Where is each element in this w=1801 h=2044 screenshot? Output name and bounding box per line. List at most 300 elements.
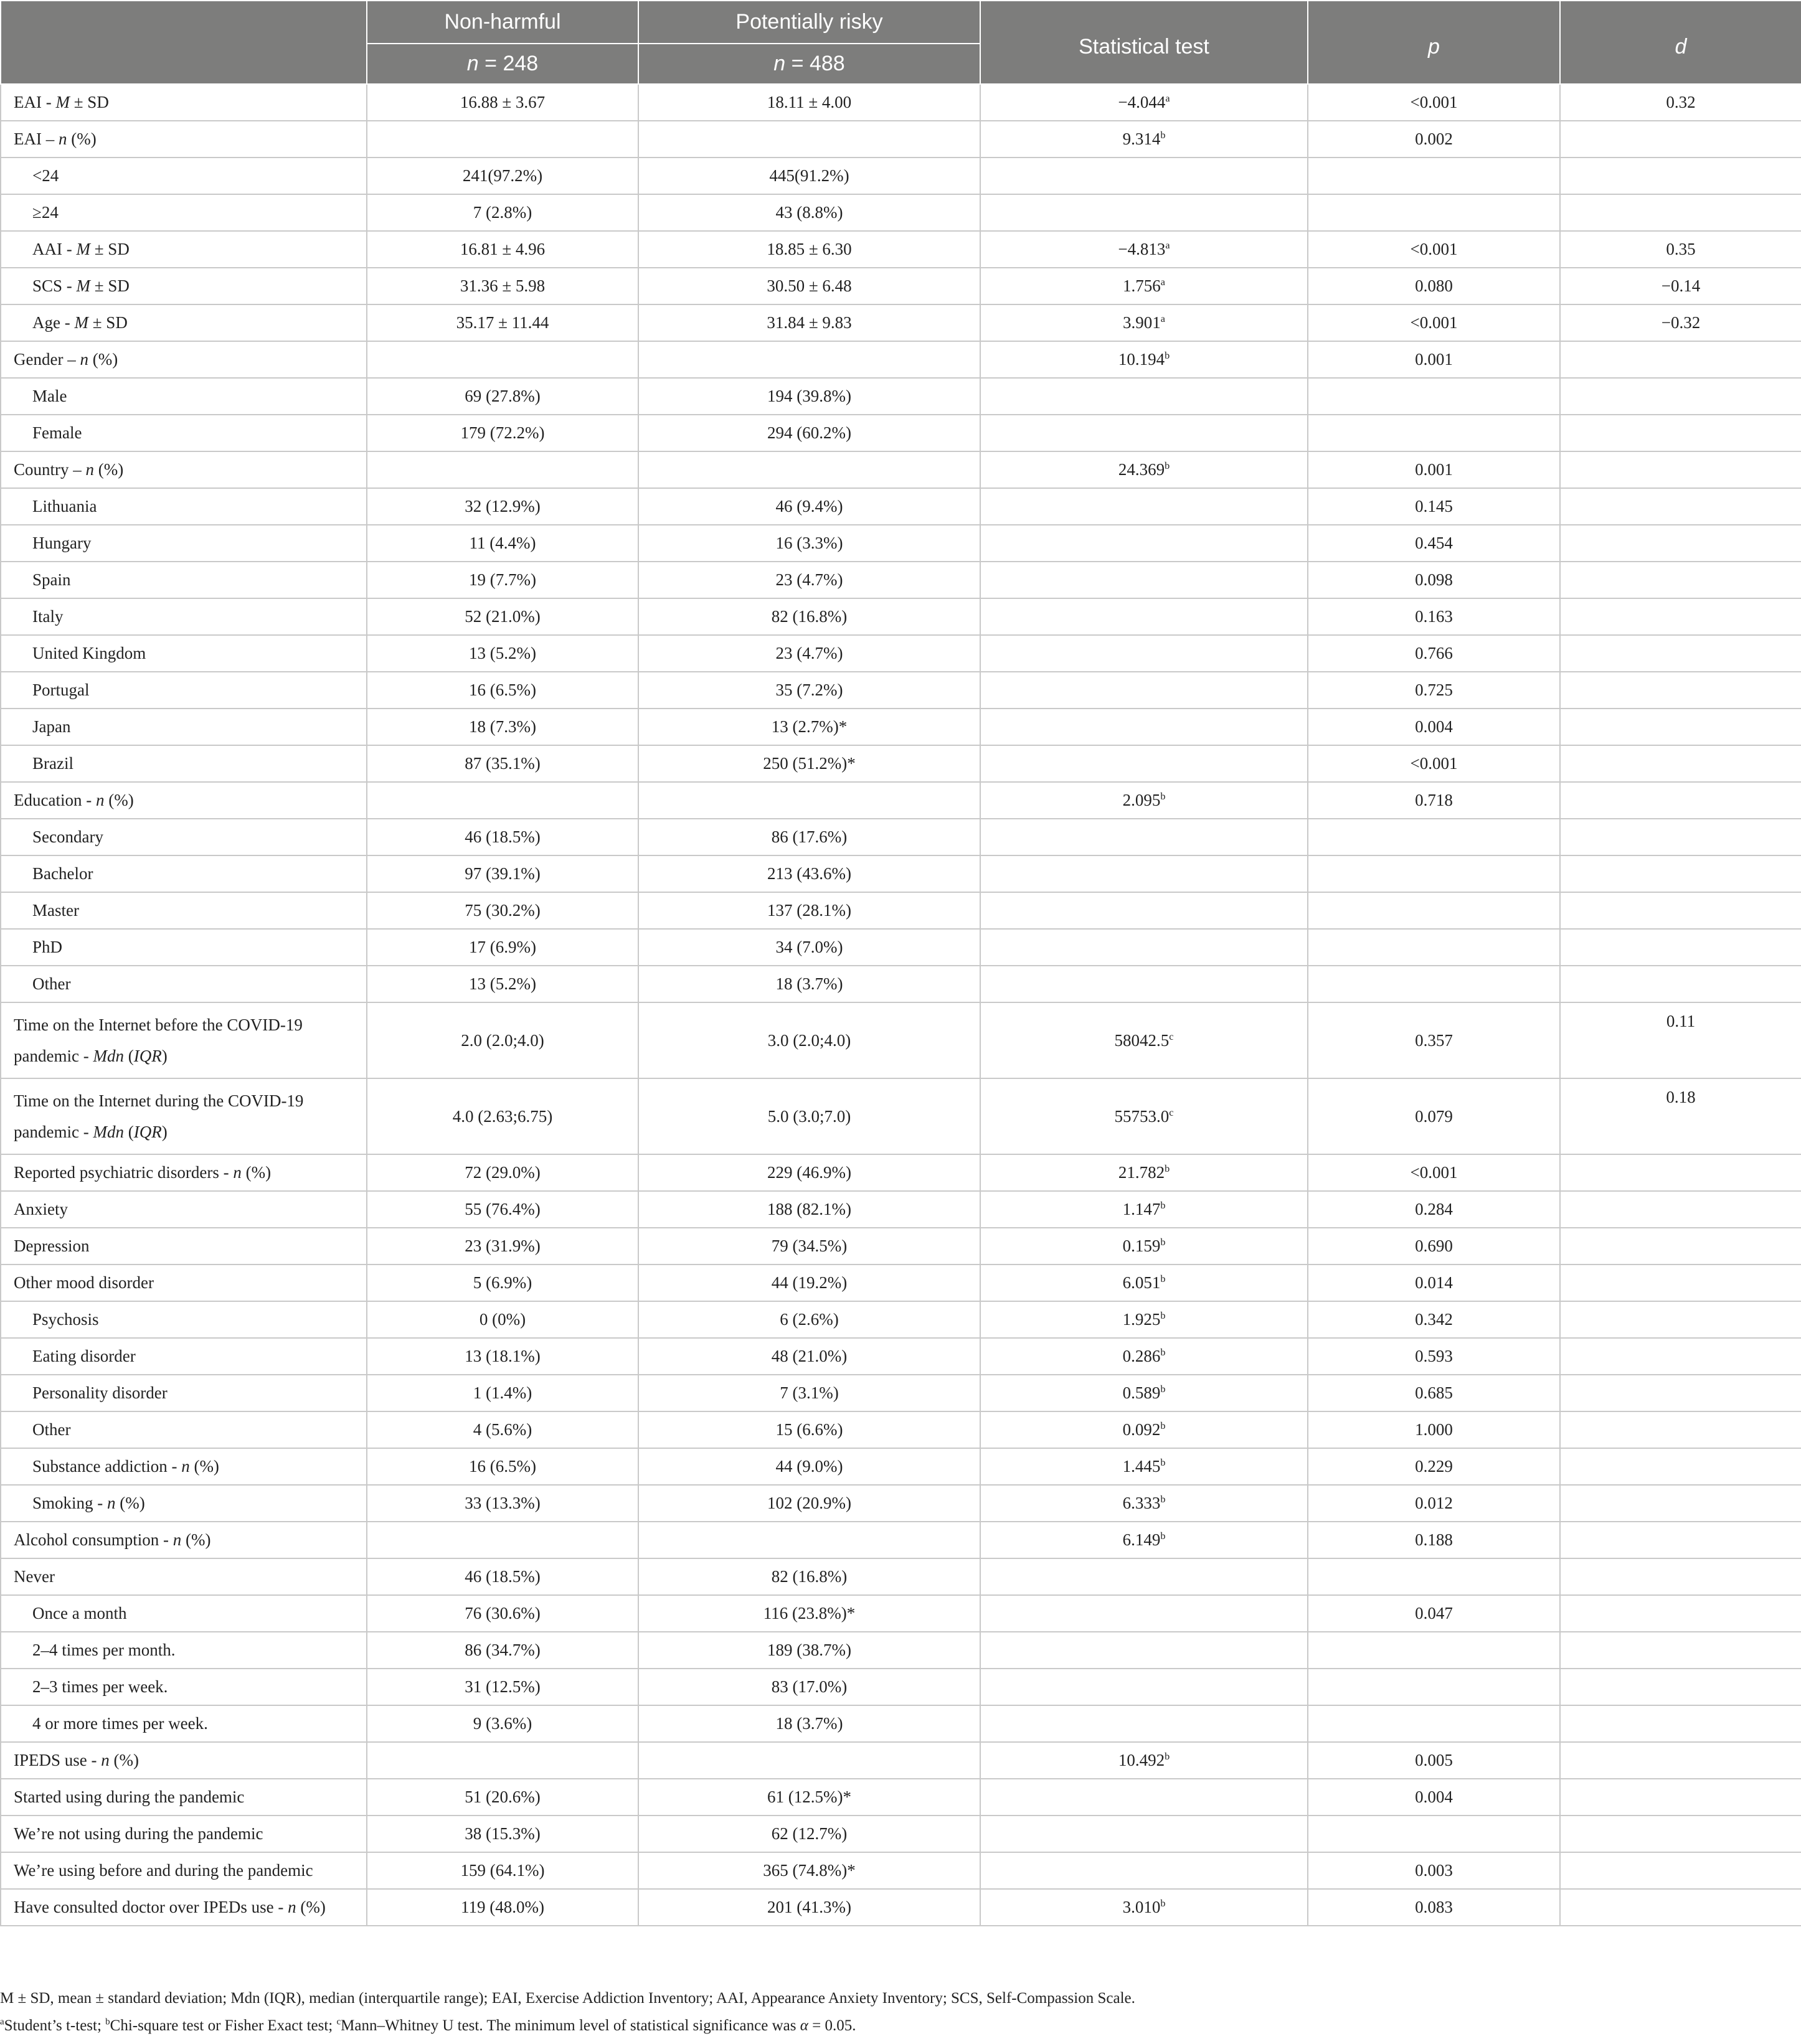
p-value-cell xyxy=(1308,819,1560,855)
header-n-risky xyxy=(638,44,980,84)
row-label-text: AAI - xyxy=(32,240,77,258)
potentially-risky-cell xyxy=(638,84,980,121)
statistical-test-cell-value: 9.314 xyxy=(1122,130,1161,148)
potentially-risky-cell xyxy=(638,782,980,819)
row-label-suffix: ( xyxy=(123,1047,134,1065)
potentially-risky-cell xyxy=(638,415,980,451)
row-label-text: Other mood disorder xyxy=(14,1273,154,1292)
table-row xyxy=(1,1228,1801,1265)
table-row xyxy=(1,378,1801,415)
non-harmful-cell-value: 2.0 (2.0;4.0) xyxy=(461,1030,544,1050)
table-row xyxy=(1,1889,1801,1926)
non-harmful-cell-value: 46 (18.5%) xyxy=(465,1567,541,1586)
test-type-superscript: b xyxy=(1160,1457,1166,1468)
potentially-risky-cell xyxy=(638,855,980,892)
test-type-superscript: b xyxy=(1160,1236,1166,1248)
row-label xyxy=(1,1191,367,1228)
row-label-symbol: M xyxy=(76,276,91,295)
row-label-text: IPEDS use - xyxy=(14,1751,102,1769)
table-row xyxy=(1,1301,1801,1338)
non-harmful-cell xyxy=(367,1448,638,1485)
header-p-label: p xyxy=(1428,34,1440,59)
statistical-test-cell xyxy=(980,672,1308,709)
row-label xyxy=(1,562,367,598)
row-label-symbol: IQR xyxy=(133,1047,162,1065)
non-harmful-cell xyxy=(367,562,638,598)
row-label-text: Bachelor xyxy=(32,864,93,883)
table-row xyxy=(1,709,1801,745)
non-harmful-cell xyxy=(367,1558,638,1595)
potentially-risky-cell xyxy=(638,1705,980,1742)
header-p xyxy=(1308,1,1560,84)
row-label-text: We’re not using during the pandemic xyxy=(14,1824,263,1843)
test-type-superscript: b xyxy=(1160,1494,1166,1505)
potentially-risky-cell xyxy=(638,525,980,562)
p-value-cell-value: 0.229 xyxy=(1415,1457,1453,1476)
statistical-test-cell xyxy=(980,525,1308,562)
p-value-cell xyxy=(1308,1301,1560,1338)
row-label-suffix: ± SD xyxy=(90,240,130,258)
row-label-text: 2–4 times per month. xyxy=(32,1641,176,1659)
non-harmful-cell xyxy=(367,268,638,304)
non-harmful-cell xyxy=(367,1228,638,1265)
row-label xyxy=(1,1632,367,1669)
potentially-risky-cell xyxy=(638,562,980,598)
row-label-text: Anxiety xyxy=(14,1200,68,1218)
potentially-risky-cell xyxy=(638,966,980,1002)
table-row xyxy=(1,525,1801,562)
non-harmful-cell xyxy=(367,1889,638,1926)
potentially-risky-cell-value: 44 (9.0%) xyxy=(775,1457,843,1476)
p-value-cell xyxy=(1308,488,1560,525)
footnote-sup-c: c xyxy=(336,2017,341,2027)
potentially-risky-cell xyxy=(638,378,980,415)
test-type-superscript: b xyxy=(1165,1751,1170,1762)
non-harmful-cell xyxy=(367,451,638,488)
row-label-symbol: n xyxy=(80,350,88,369)
non-harmful-cell xyxy=(367,855,638,892)
p-value-cell xyxy=(1308,1078,1560,1154)
statistical-test-cell xyxy=(980,268,1308,304)
statistical-test-cell xyxy=(980,341,1308,378)
effect-size-cell xyxy=(1560,1411,1801,1448)
non-harmful-cell-value: 23 (31.9%) xyxy=(465,1236,541,1255)
statistical-test-cell xyxy=(980,1375,1308,1411)
effect-size-cell xyxy=(1560,1669,1801,1705)
potentially-risky-cell-value: 188 (82.1%) xyxy=(767,1200,851,1218)
potentially-risky-cell-value: 6 (2.6%) xyxy=(780,1310,839,1329)
table-row xyxy=(1,892,1801,929)
non-harmful-cell-value: 13 (5.2%) xyxy=(469,644,536,662)
effect-size-cell-value: 0.18 xyxy=(1666,1088,1696,1106)
p-value-cell xyxy=(1308,1889,1560,1926)
potentially-risky-cell-value: 48 (21.0%) xyxy=(771,1347,848,1365)
potentially-risky-cell-value: 294 (60.2%) xyxy=(767,423,851,442)
row-label-suffix: ± SD xyxy=(69,93,109,111)
p-value-cell xyxy=(1308,966,1560,1002)
statistical-test-cell-value: 1.756 xyxy=(1123,276,1161,295)
statistical-test-cell xyxy=(980,1411,1308,1448)
row-label xyxy=(1,341,367,378)
non-harmful-cell-value: 4.0 (2.63;6.75) xyxy=(452,1106,553,1126)
non-harmful-cell-value: 46 (18.5%) xyxy=(465,827,541,846)
non-harmful-cell xyxy=(367,525,638,562)
p-value-cell xyxy=(1308,84,1560,121)
table-row xyxy=(1,1522,1801,1558)
non-harmful-cell xyxy=(367,121,638,158)
p-value-cell-value: 0.079 xyxy=(1415,1106,1453,1126)
non-harmful-cell-value: 159 (64.1%) xyxy=(460,1861,545,1880)
potentially-risky-cell xyxy=(638,1228,980,1265)
row-label xyxy=(1,415,367,451)
effect-size-cell xyxy=(1560,1889,1801,1926)
non-harmful-cell-value: 13 (18.1%) xyxy=(465,1347,541,1365)
header-d xyxy=(1560,1,1801,84)
row-label xyxy=(1,1779,367,1816)
p-value-cell xyxy=(1308,929,1560,966)
row-label-suffix: (%) xyxy=(104,791,134,809)
test-type-superscript: a xyxy=(1160,276,1165,288)
row-label-text: Spain xyxy=(32,570,71,589)
statistical-test-cell-value: 1.925 xyxy=(1122,1310,1161,1329)
row-label-text: Master xyxy=(32,901,79,920)
row-label xyxy=(1,1522,367,1558)
potentially-risky-cell xyxy=(638,929,980,966)
effect-size-cell xyxy=(1560,231,1801,268)
potentially-risky-cell-value: 18.11 ± 4.00 xyxy=(767,93,852,111)
row-label-suffix: ± SD xyxy=(88,313,128,332)
test-type-superscript: c xyxy=(1169,1106,1174,1118)
row-label xyxy=(1,1485,367,1522)
effect-size-cell xyxy=(1560,598,1801,635)
test-type-superscript: b xyxy=(1165,1163,1170,1174)
p-value-cell xyxy=(1308,1632,1560,1669)
row-label-text: Japan xyxy=(32,717,71,736)
statistical-test-cell xyxy=(980,84,1308,121)
effect-size-cell xyxy=(1560,1779,1801,1816)
row-label xyxy=(1,488,367,525)
row-label-text: Alcohol consumption - xyxy=(14,1530,173,1549)
statistical-test-cell xyxy=(980,1154,1308,1191)
p-value-cell-value: <0.001 xyxy=(1410,1163,1458,1182)
non-harmful-cell xyxy=(367,782,638,819)
row-label-text: Italy xyxy=(32,607,64,626)
row-label xyxy=(1,966,367,1002)
test-type-superscript: a xyxy=(1165,240,1170,251)
table-row xyxy=(1,819,1801,855)
row-label xyxy=(1,598,367,635)
row-label xyxy=(1,1448,367,1485)
statistical-test-cell xyxy=(980,1742,1308,1779)
statistical-test-cell xyxy=(980,1632,1308,1669)
potentially-risky-cell-value: 16 (3.3%) xyxy=(775,534,843,552)
p-value-cell xyxy=(1308,562,1560,598)
statistical-test-cell-value: 24.369 xyxy=(1118,460,1165,479)
potentially-risky-cell xyxy=(638,1078,980,1154)
potentially-risky-cell xyxy=(638,1522,980,1558)
row-label-suffix: (%) xyxy=(115,1494,145,1512)
potentially-risky-cell-value: 7 (3.1%) xyxy=(780,1383,839,1402)
p-value-cell-value: 0.083 xyxy=(1415,1898,1453,1916)
non-harmful-cell-value: 97 (39.1%) xyxy=(465,864,541,883)
non-harmful-cell xyxy=(367,1002,638,1078)
table-row xyxy=(1,966,1801,1002)
potentially-risky-cell-value: 365 (74.8%)* xyxy=(763,1861,856,1880)
test-type-superscript: a xyxy=(1165,93,1170,104)
test-type-superscript: b xyxy=(1160,1273,1166,1284)
potentially-risky-cell xyxy=(638,121,980,158)
footnote-end-text: = 0.05. xyxy=(808,2017,856,2034)
row-label xyxy=(1,304,367,341)
p-value-cell xyxy=(1308,635,1560,672)
table-row xyxy=(1,1742,1801,1779)
p-value-cell xyxy=(1308,782,1560,819)
row-label xyxy=(1,1889,367,1926)
non-harmful-cell xyxy=(367,1485,638,1522)
p-value-cell xyxy=(1308,1338,1560,1375)
potentially-risky-cell-value: 102 (20.9%) xyxy=(767,1494,851,1512)
non-harmful-cell-value: 55 (76.4%) xyxy=(465,1200,541,1218)
non-harmful-cell xyxy=(367,1301,638,1338)
row-label-symbol: n xyxy=(107,1494,116,1512)
effect-size-cell xyxy=(1560,1485,1801,1522)
potentially-risky-cell xyxy=(638,268,980,304)
potentially-risky-cell-value: 5.0 (3.0;7.0) xyxy=(767,1106,851,1126)
non-harmful-cell xyxy=(367,1705,638,1742)
row-label-suffix: (%) xyxy=(67,130,97,148)
table-row xyxy=(1,1669,1801,1705)
row-label-text: Other xyxy=(32,1420,71,1439)
footnote-abbreviations-text: M ± SD, mean ± standard deviation; Mdn (IQR), median (interquartile range); EAI, Exercise Addiction Inventory; AAI, Appearance Anxiety Inventory; SCS, Self-Compassion Scale. xyxy=(0,1990,1135,2007)
header-blank-cell xyxy=(1,1,367,84)
p-value-cell-value: 0.454 xyxy=(1415,534,1453,552)
statistical-test-cell xyxy=(980,1448,1308,1485)
non-harmful-cell-value: 35.17 ± 11.44 xyxy=(456,313,549,332)
statistical-test-cell xyxy=(980,304,1308,341)
non-harmful-cell xyxy=(367,929,638,966)
p-value-cell xyxy=(1308,1595,1560,1632)
p-value-cell xyxy=(1308,1852,1560,1889)
effect-size-cell-value: −0.14 xyxy=(1661,276,1701,295)
table-row xyxy=(1,782,1801,819)
row-label xyxy=(1,231,367,268)
statistical-test-cell-value: 55753.0 xyxy=(1114,1106,1170,1126)
potentially-risky-cell-value: 189 (38.7%) xyxy=(767,1641,851,1659)
statistical-test-cell xyxy=(980,1078,1308,1154)
header-row xyxy=(1,1,1801,44)
row-label xyxy=(1,1852,367,1889)
p-value-cell-value: 0.188 xyxy=(1415,1530,1453,1549)
non-harmful-cell xyxy=(367,1632,638,1669)
table-row xyxy=(1,194,1801,231)
test-type-superscript: b xyxy=(1160,1310,1166,1321)
row-label-symbol: n xyxy=(85,460,95,479)
statistical-test-cell-value: 0.589 xyxy=(1122,1383,1161,1402)
statistical-test-cell xyxy=(980,1002,1308,1078)
test-type-superscript: b xyxy=(1160,1200,1166,1211)
row-label xyxy=(1,1154,367,1191)
non-harmful-cell-value: 33 (13.3%) xyxy=(465,1494,541,1512)
table-row xyxy=(1,304,1801,341)
statistical-test-cell xyxy=(980,1485,1308,1522)
footnote-c-text: Mann–Whitney U test. The minimum level of statistical significance was xyxy=(341,2017,800,2034)
table-row xyxy=(1,231,1801,268)
statistical-test-cell xyxy=(980,1669,1308,1705)
table-row xyxy=(1,562,1801,598)
effect-size-cell xyxy=(1560,1078,1801,1154)
non-harmful-cell xyxy=(367,1265,638,1301)
table-body xyxy=(1,84,1801,1926)
row-label xyxy=(1,1558,367,1595)
potentially-risky-cell xyxy=(638,1742,980,1779)
n-symbol: n xyxy=(466,52,479,75)
statistical-test-cell-value: 0.159 xyxy=(1122,1236,1161,1255)
p-value-cell-value: 0.002 xyxy=(1415,130,1453,148)
potentially-risky-cell-value: 229 (46.9%) xyxy=(767,1163,851,1182)
row-label-symbol: Mdn xyxy=(93,1123,124,1141)
table-row xyxy=(1,1002,1801,1078)
statistical-test-cell-value: 6.333 xyxy=(1122,1494,1161,1512)
test-type-superscript: b xyxy=(1160,1898,1166,1909)
row-label-text: We’re using before and during the pandemic xyxy=(14,1861,313,1880)
non-harmful-cell-value: 5 (6.9%) xyxy=(473,1273,532,1292)
non-harmful-cell xyxy=(367,1742,638,1779)
table-row xyxy=(1,1375,1801,1411)
footnote-tests xyxy=(0,2017,856,2035)
row-label xyxy=(1,84,367,121)
test-type-superscript: b xyxy=(1165,460,1170,471)
non-harmful-cell xyxy=(367,341,638,378)
effect-size-cell xyxy=(1560,709,1801,745)
statistical-test-cell xyxy=(980,1595,1308,1632)
p-value-cell xyxy=(1308,158,1560,194)
table-row xyxy=(1,1779,1801,1816)
statistical-test-cell xyxy=(980,158,1308,194)
row-label-symbol: n xyxy=(288,1898,296,1916)
row-label xyxy=(1,1078,367,1154)
p-value-cell-value: 0.047 xyxy=(1415,1604,1453,1622)
row-label xyxy=(1,1265,367,1301)
p-value-cell xyxy=(1308,415,1560,451)
row-label-text: 2–3 times per week. xyxy=(32,1677,168,1696)
row-label-text: Smoking - xyxy=(32,1494,108,1512)
row-label xyxy=(1,194,367,231)
non-harmful-cell-value: 31.36 ± 5.98 xyxy=(460,276,546,295)
statistical-test-cell-value: 58042.5 xyxy=(1114,1030,1170,1050)
effect-size-cell xyxy=(1560,1742,1801,1779)
effect-size-cell xyxy=(1560,562,1801,598)
potentially-risky-cell xyxy=(638,1265,980,1301)
table-row xyxy=(1,1265,1801,1301)
row-label-suffix: ± SD xyxy=(90,276,130,295)
statistical-test-cell-value: 1.147 xyxy=(1122,1200,1161,1218)
non-harmful-cell xyxy=(367,1375,638,1411)
p-value-cell xyxy=(1308,1448,1560,1485)
row-label-text: Have consulted doctor over IPEDs use - xyxy=(14,1898,288,1916)
p-value-cell xyxy=(1308,892,1560,929)
non-harmful-cell-value: 17 (6.9%) xyxy=(469,938,536,956)
potentially-risky-cell xyxy=(638,1191,980,1228)
potentially-risky-cell-value: 86 (17.6%) xyxy=(771,827,848,846)
statistical-test-cell-value: 21.782 xyxy=(1118,1163,1165,1182)
statistical-test-cell xyxy=(980,231,1308,268)
statistical-test-cell xyxy=(980,1301,1308,1338)
row-label-text: <24 xyxy=(32,166,59,185)
effect-size-cell xyxy=(1560,341,1801,378)
non-harmful-cell-value: 16 (6.5%) xyxy=(469,1457,536,1476)
potentially-risky-cell xyxy=(638,1852,980,1889)
potentially-risky-cell-value: 62 (12.7%) xyxy=(771,1824,848,1843)
effect-size-cell xyxy=(1560,966,1801,1002)
statistical-test-cell xyxy=(980,1191,1308,1228)
statistical-test-cell xyxy=(980,892,1308,929)
potentially-risky-cell-value: 43 (8.8%) xyxy=(775,203,843,222)
non-harmful-cell-value: 75 (30.2%) xyxy=(465,901,541,920)
p-value-cell-value: 0.593 xyxy=(1415,1347,1453,1365)
p-value-cell xyxy=(1308,598,1560,635)
table-row xyxy=(1,1191,1801,1228)
p-value-cell xyxy=(1308,1191,1560,1228)
row-label xyxy=(1,709,367,745)
statistical-test-cell-value: −4.813 xyxy=(1118,240,1166,258)
row-label-symbol: M xyxy=(76,240,90,258)
non-harmful-cell xyxy=(367,1191,638,1228)
table-row xyxy=(1,158,1801,194)
non-harmful-cell xyxy=(367,635,638,672)
header-potentially-risky: Potentially risky xyxy=(638,1,980,44)
potentially-risky-cell xyxy=(638,635,980,672)
statistical-test-cell xyxy=(980,562,1308,598)
p-value-cell xyxy=(1308,1228,1560,1265)
non-harmful-cell-value: 13 (5.2%) xyxy=(469,974,536,993)
non-harmful-cell-value: 51 (20.6%) xyxy=(465,1787,541,1806)
potentially-risky-cell-value: 31.84 ± 9.83 xyxy=(767,313,852,332)
non-harmful-cell-value: 69 (27.8%) xyxy=(465,387,541,405)
row-label-suffix: (%) xyxy=(189,1457,219,1476)
effect-size-cell xyxy=(1560,1816,1801,1852)
potentially-risky-cell-value: 83 (17.0%) xyxy=(771,1677,848,1696)
row-label xyxy=(1,745,367,782)
p-value-cell-value: 0.690 xyxy=(1415,1236,1453,1255)
statistical-test-cell-value: 3.010 xyxy=(1122,1898,1161,1916)
table-row xyxy=(1,1852,1801,1889)
table-row xyxy=(1,929,1801,966)
non-harmful-cell xyxy=(367,1595,638,1632)
statistical-test-cell xyxy=(980,1816,1308,1852)
test-type-superscript: a xyxy=(1160,313,1165,324)
n-symbol: n xyxy=(773,52,786,75)
non-harmful-cell-value: 87 (35.1%) xyxy=(465,754,541,773)
statistical-test-cell-value: 0.286 xyxy=(1122,1347,1161,1365)
statistical-test-cell xyxy=(980,1852,1308,1889)
effect-size-cell xyxy=(1560,451,1801,488)
table-row xyxy=(1,1595,1801,1632)
p-value-cell xyxy=(1308,121,1560,158)
table-row xyxy=(1,855,1801,892)
row-label xyxy=(1,1228,367,1265)
potentially-risky-cell-value: 3.0 (2.0;4.0) xyxy=(767,1030,851,1050)
row-label xyxy=(1,1816,367,1852)
non-harmful-cell-value: 1 (1.4%) xyxy=(473,1383,532,1402)
footnote-b-text: Chi-square test or Fisher Exact test; xyxy=(110,2017,337,2034)
test-type-superscript: b xyxy=(1160,791,1166,802)
header-statistical-test: Statistical test xyxy=(980,1,1308,84)
effect-size-cell xyxy=(1560,819,1801,855)
row-label-suffix: (%) xyxy=(94,460,124,479)
row-label-suffix: ) xyxy=(161,1047,168,1065)
statistical-test-cell xyxy=(980,929,1308,966)
effect-size-cell xyxy=(1560,745,1801,782)
